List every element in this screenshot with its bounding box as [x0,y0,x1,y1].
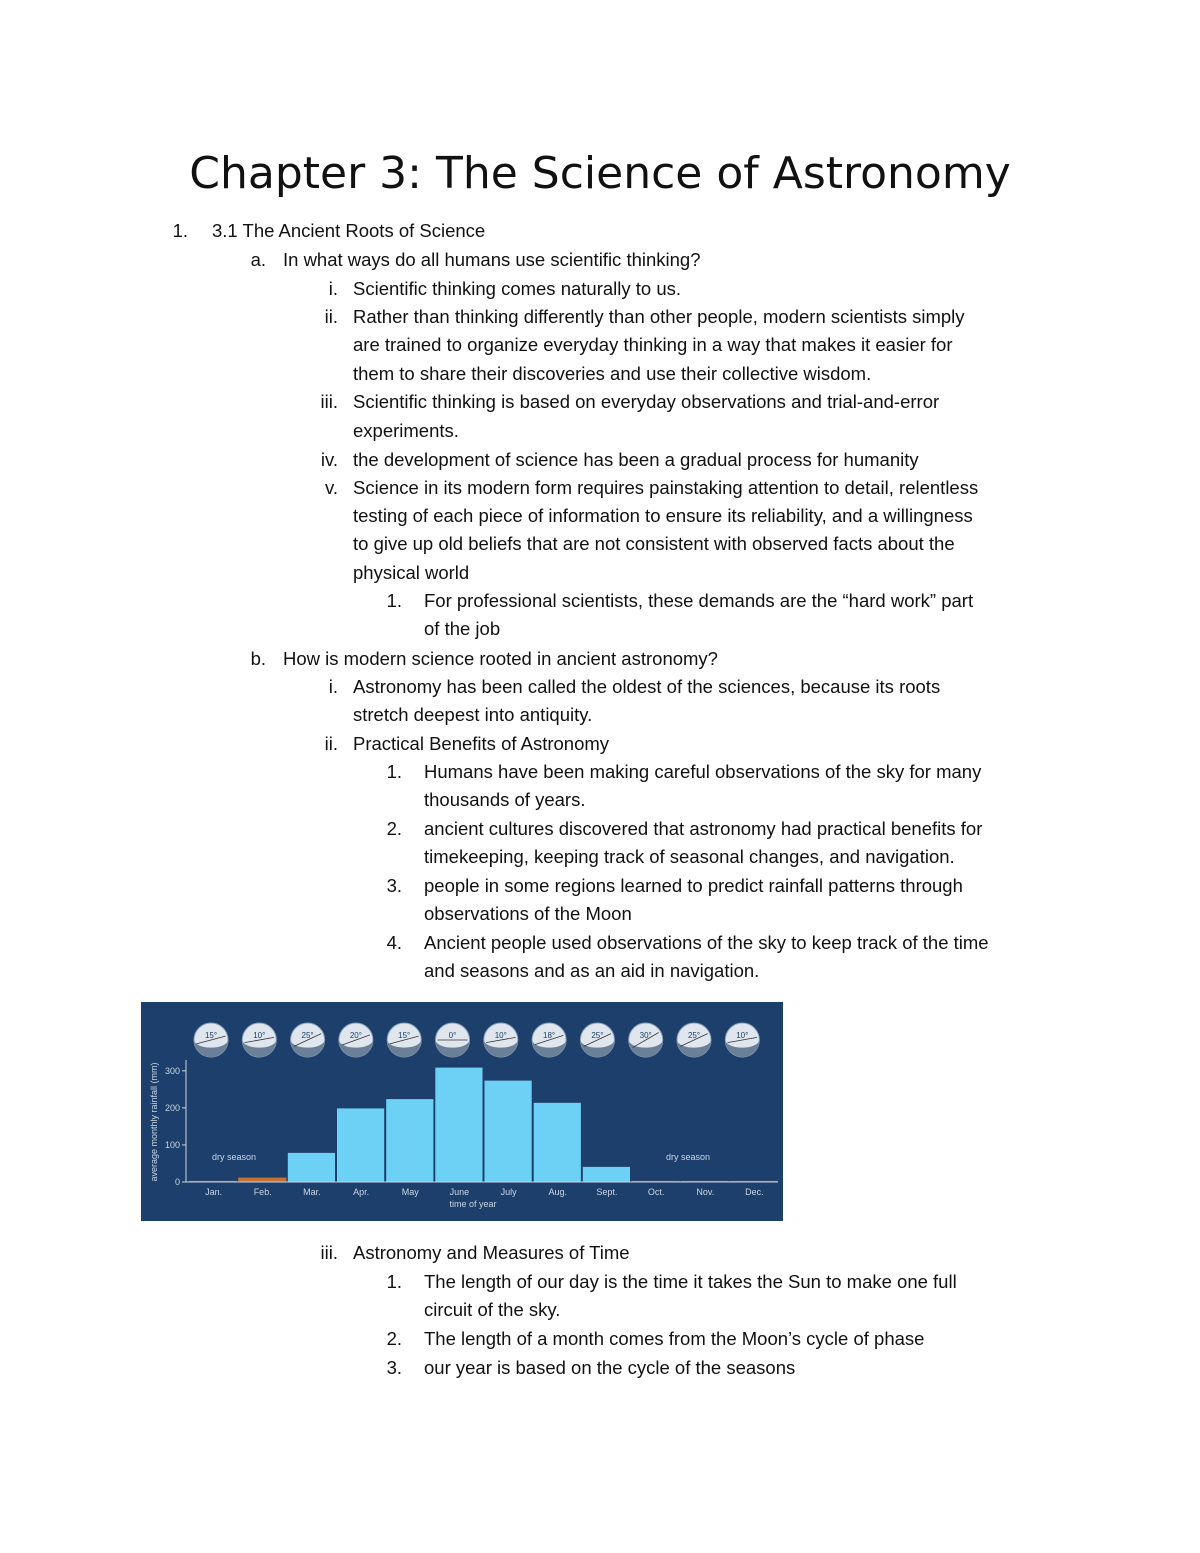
list-text-line: The length of a month comes from the Moon’s cycle of phase [424,1328,925,1349]
list-marker: b. [250,648,266,669]
list-marker: 4. [386,932,402,953]
list-text-line: The length of our day is the time it takes the Sun to make one full [424,1271,957,1292]
list-text: Practical Benefits of Astronomy [353,733,610,754]
moon-tilt-label: 10° [494,1031,507,1040]
bar-7 [533,1102,581,1182]
moon-tilt-label: 0° [448,1031,457,1040]
list-marker: 2. [386,1328,402,1349]
moon-tilt-label: 25° [591,1031,604,1040]
list-marker: i. [328,278,338,299]
list-marker: iii. [320,1242,338,1263]
list-marker: iii. [320,391,338,412]
list-text-line: physical world [353,562,470,583]
y-tick-label: 0 [174,1177,180,1187]
list-text-line: observations of the Moon [424,903,632,924]
moon-tilt-label: 15° [398,1031,411,1040]
list-marker: 3. [386,875,402,896]
list-text-line: to give up old beliefs that are not consistent with observed facts about the [353,533,955,554]
list-text-line: testing of each piece of information to ensure its reliability, and a willingness [353,505,973,526]
y-tick-label: 300 [164,1065,180,1076]
x-tick-label: Apr. [353,1187,370,1197]
bar-8 [582,1166,630,1182]
list-text-line: For professional scientists, these demands are the “hard work” part [424,590,974,611]
list-marker: 1. [172,220,188,241]
rainfall-figure [141,1002,783,1221]
season-annotation: dry season [211,1152,257,1162]
list-marker: 3. [386,1357,402,1378]
list-text-line: people in some regions learned to predict rainfall patterns through [424,875,963,896]
x-tick-label: Dec. [745,1187,764,1197]
question-text: How is modern science rooted in ancient astronomy? [283,648,718,669]
x-tick-label: July [500,1187,517,1197]
x-tick-label: Feb. [253,1187,272,1197]
x-tick-label: May [401,1187,419,1197]
list-text-line: Astronomy has been called the oldest of the sciences, because its roots [353,676,941,697]
moon-tilt-label: 18° [543,1031,556,1040]
list-marker: 2. [386,818,402,839]
list-text: Astronomy and Measures of Time [353,1242,630,1263]
x-tick-label: Aug. [548,1187,567,1197]
list-text-line: thousands of years. [424,789,586,810]
list-marker: i. [328,676,338,697]
moon-tilt-label: 10° [253,1031,266,1040]
list-text-line: timekeeping, keeping track of seasonal changes, and navigation. [424,846,955,867]
list-text-line: Ancient people used observations of the sky to keep track of the time [424,932,989,953]
y-axis-title: average monthly rainfall (mm) [149,1062,159,1182]
list-marker: v. [324,477,338,498]
list-text: Scientific thinking comes naturally to us. [353,278,682,299]
season-annotation: rainy season [362,1083,414,1093]
list-marker: 1. [386,761,402,782]
list-text-line: ancient cultures discovered that astronomy had practical benefits for [424,818,983,839]
list-text-line: Scientific thinking is based on everyday observations and trial-and-error [353,391,940,412]
bar-4 [386,1099,434,1182]
bar-5 [435,1067,483,1182]
moon-tilt-label: 15° [204,1031,218,1040]
bar-6 [484,1080,532,1182]
moon-tilt-label: 25° [301,1031,314,1040]
question-text: In what ways do all humans use scientific thinking? [283,249,701,270]
section-heading: 3.1 The Ancient Roots of Science [212,220,486,241]
list-marker: ii. [324,733,338,754]
bar-3 [337,1108,385,1182]
list-marker: 1. [386,1271,402,1292]
bar-2 [287,1152,335,1182]
list-text-line: our year is based on the cycle of the seasons [424,1357,796,1378]
list-text-line: them to share their discoveries and use their collective wisdom. [353,363,872,384]
moon-tilt-label: 25° [687,1031,701,1040]
y-tick-label: 100 [164,1139,180,1150]
list-text-line: stretch deepest into antiquity. [353,704,593,725]
season-annotation: dry season [665,1152,711,1162]
x-tick-label: June [449,1187,470,1197]
x-tick-label: Jan. [205,1187,223,1197]
list-marker: 1. [386,590,402,611]
list-text-line: Science in its modern form requires painstaking attention to detail, relentless [353,477,979,498]
list-marker: a. [250,249,266,270]
page-title: Chapter 3: The Science of Astronomy [189,148,1011,199]
list-text: the development of science has been a gradual process for humanity [353,449,919,470]
x-tick-label: Mar. [303,1187,321,1197]
x-tick-label: Oct. [647,1187,665,1197]
list-marker: iv. [320,449,338,470]
rainfall-chart [141,1002,783,1221]
list-text-line: Humans have been making careful observations of the sky for many [424,761,982,782]
list-text-line: and seasons and as an aid in navigation. [424,960,760,981]
list-marker: ii. [324,306,338,327]
list-text-line: of the job [424,618,501,639]
x-tick-label: Sept. [596,1187,618,1197]
bar-1 [238,1178,286,1182]
moon-tilt-label: 20° [349,1031,362,1040]
list-text-line: Rather than thinking differently than other people, modern scientists simply [353,306,965,327]
y-tick-label: 200 [164,1102,180,1113]
list-text-line: experiments. [353,420,459,441]
x-tick-label: Nov. [696,1187,715,1197]
x-axis-title: time of year [449,1199,497,1209]
list-text-line: are trained to organize everyday thinking in a way that makes it easier for [353,334,953,355]
list-text-line: circuit of the sky. [424,1299,561,1320]
moon-tilt-label: 10° [736,1031,749,1040]
moon-tilt-label: 30° [639,1031,652,1040]
